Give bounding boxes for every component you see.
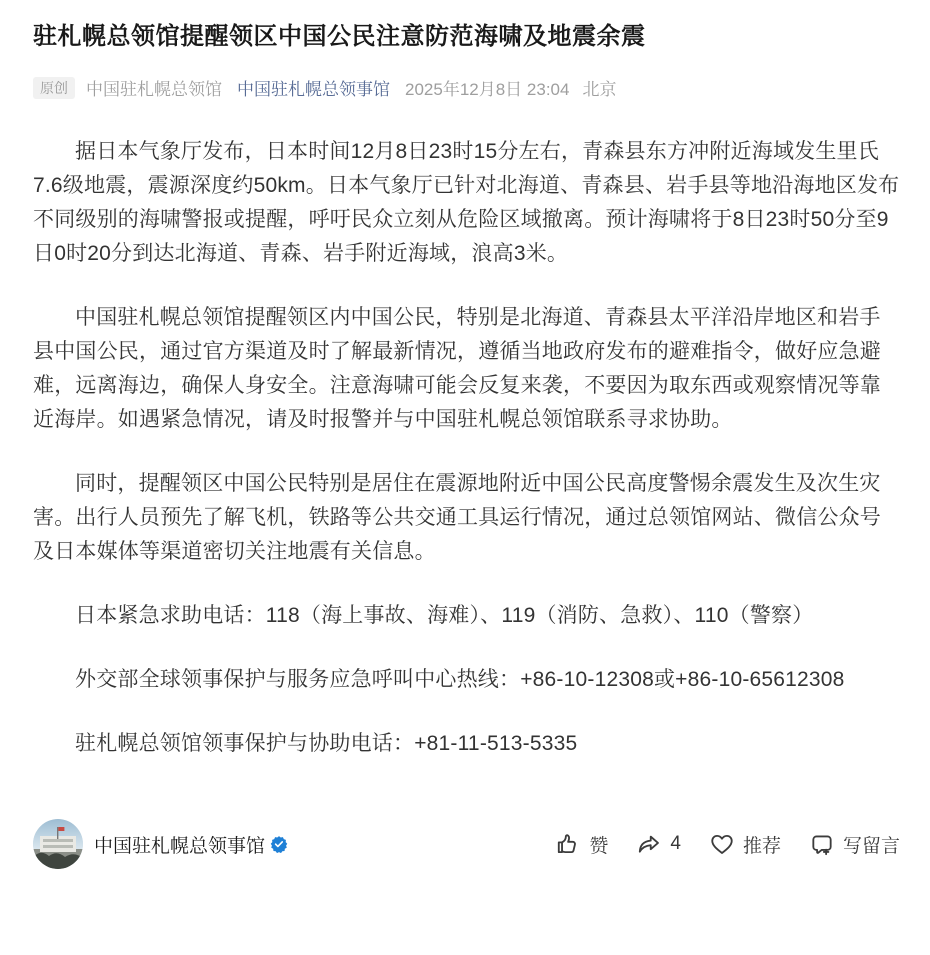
paragraph: 中国驻札幌总领馆提醒领区内中国公民，特别是北海道、青森县太平洋沿岸地区和岩手县中国公民，通过官方渠道及时了解最新情况，遵循当地政府发布的避难指令，做好应急避难，远离海边，确保人身安全。注意海啸可能会反复来袭，不要因为取东西或观察情况等靠近海岸。如遇紧急情况，请及时报警并与中国驻札幌总领馆联系寻求协助。 [33, 306, 881, 431]
publish-location: 北京 [582, 80, 617, 99]
comment-button[interactable] [809, 831, 900, 858]
article-meta [33, 75, 900, 100]
article-footer [33, 819, 900, 869]
article-body [33, 135, 900, 761]
publish-datetime: 2025年12月8日 23:04 [405, 80, 570, 99]
share-arrow-icon [636, 831, 662, 857]
paragraph-consulate-hotline: 驻札幌总领馆领事保护与协助电话：+81-11-513-5335 [75, 732, 578, 755]
original-badge[interactable]: 原创 [33, 77, 75, 99]
recommend-label: 推荐 [742, 835, 781, 857]
recommend-button[interactable] [709, 831, 781, 858]
thumbs-up-icon [555, 831, 581, 857]
avatar-image [33, 819, 83, 869]
author-name[interactable]: 中国驻札幌总领馆 [86, 80, 222, 99]
share-button[interactable] [636, 831, 681, 857]
paragraph-mfa-hotline: 外交部全球领事保护与服务应急呼叫中心热线：+86-10-12308或+86-10-65612308 [75, 668, 845, 691]
comment-plus-icon [809, 831, 835, 857]
article-title: 驻札幌总领馆提醒领区中国公民注意防范海啸及地震余震 [33, 23, 646, 50]
like-button[interactable] [555, 831, 608, 858]
account-link[interactable]: 中国驻札幌总领事馆 [237, 80, 390, 99]
heart-icon [709, 831, 735, 857]
account-avatar[interactable] [33, 819, 83, 869]
footer-account-name[interactable]: 中国驻札幌总领事馆 [94, 835, 266, 857]
like-label: 赞 [589, 835, 609, 857]
paragraph: 同时，提醒领区中国公民特别是居住在震源地附近中国公民高度警惕余震发生及次生灾害。出行人员预先了解飞机，铁路等公共交通工具运行情况，通过总领馆网站、微信公众号及日本媒体等渠道密切关注地震有关信息。 [33, 472, 881, 563]
action-bar [555, 831, 900, 858]
paragraph-emergency-numbers: 日本紧急求助电话：118（海上事故、海难）、119（消防、急救）、110（警察） [75, 604, 814, 627]
verified-badge-icon [270, 835, 288, 853]
account-profile[interactable] [33, 819, 288, 869]
paragraph: 据日本气象厅发布，日本时间12月8日23时15分左右，青森县东方冲附近海域发生里氏7.6级地震，震源深度约50km。日本气象厅已针对北海道、青森县、岩手县等地沿海地区发布不同级别的海啸警报或提醒，呼吁民众立刻从危险区域撤离。预计海啸将于8日23时50分至9日0时20分到达北海道、青森、岩手附近海域，浪高3米。 [33, 140, 900, 265]
share-count: 4 [670, 833, 681, 854]
comment-label: 写留言 [842, 835, 900, 857]
